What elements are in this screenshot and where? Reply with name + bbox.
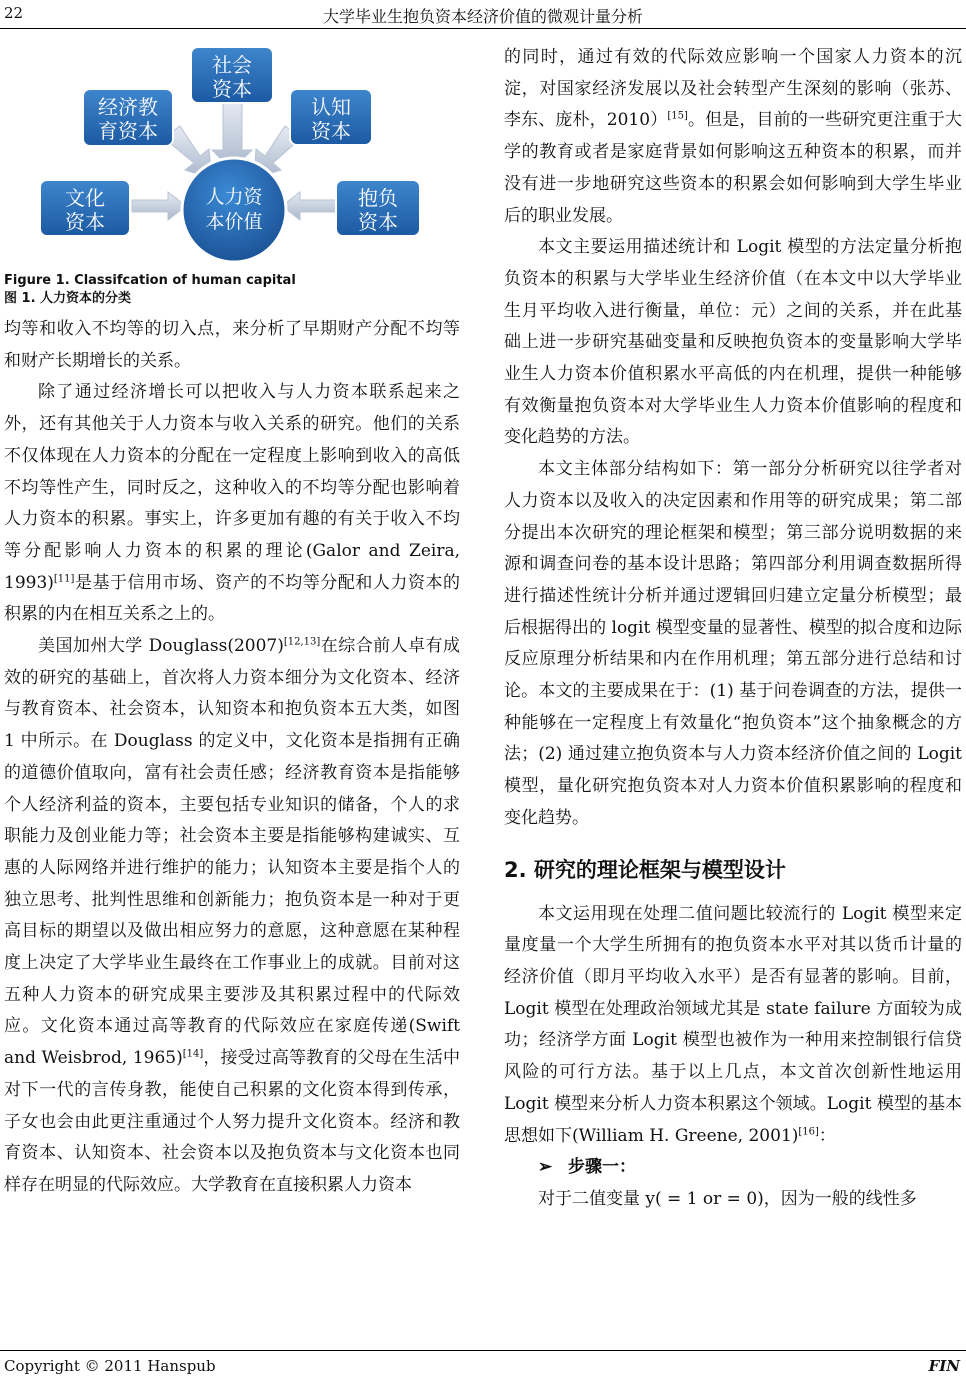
journal-abbrev: FIN bbox=[928, 1357, 960, 1375]
paragraph-text: 本文主体部分结构如下：第一部分分析研究以往学者对人力资本以及收入的决定因素和作用等的研究成果；第二部分提出本次研究的理论框架和模型；第三部分说明数据的来源和调查问卷的基本设计思路；第四部分利用调查数据所得进行描述性统计分析并通过逻辑回归建立定量分析模型；最后根据得出的 logit 模型变量的显著性、模型的拟合度和边际反应原理分析结果和内在作用机理；第五部分进行总结和讨论。本文的主要成果在于：(1) 基于问卷调查的方法，提供一种能够在一定程度上有效量化“抱负资本”这个抽象概念的方法；(2) 通过建立抱负资本与人力资本经济价值之间的 Logit 模型，量化研究抱负资本对人力资本价值积累影响的程度和变化趋势。 bbox=[504, 459, 962, 828]
figure-1 bbox=[4, 42, 460, 268]
node-label: 资本 bbox=[212, 77, 252, 101]
center-label-line1: 人力资 bbox=[205, 186, 263, 208]
citation-ref: [14] bbox=[182, 1048, 204, 1060]
section-heading: 2. 研究的理论框架与模型设计 bbox=[504, 857, 786, 882]
arrow-right bbox=[282, 192, 336, 220]
paragraph bbox=[4, 631, 460, 1202]
node-label: 资本 bbox=[65, 210, 105, 234]
node-label: 文化 bbox=[65, 186, 105, 210]
paragraph-text: 。但是，目前的一些研究更注重于大学的教育或者是家庭背景如何影响这五种资本的积累，而并没有进一步地研究这些资本的积累会如何影响到大学生毕业后的职业发展。 bbox=[504, 110, 963, 226]
header-rule bbox=[0, 28, 966, 29]
node-label: 经济教 bbox=[98, 95, 158, 119]
paragraph-text: 的同时，通过有效的代际效应影响一个国家人力资本的沉淀，对国家经济发展以及社会转型产生深刻的影响（张苏、李东、庞朴，2010） bbox=[504, 47, 962, 131]
node-label: 资本 bbox=[358, 210, 398, 234]
step-heading bbox=[504, 1152, 962, 1184]
paragraph-text: 除了通过经济增长可以把收入与人力资本联系起来之外，还有其他关于人力资本与收入关系的研究。他们的关系不仅体现在人力资本的分配在一定程度上影响到收入的高低不均等性产生，同时反之，这种收入的不均等分配也影响着人力资本的积累。事实上，许多更加有趣的有关于收入不均等分配影响人力资本的积累的理论(Galor and Zeira, 1993) bbox=[4, 382, 460, 593]
copyright: Copyright © 2011 Hanspub bbox=[4, 1357, 216, 1375]
figure-caption bbox=[4, 272, 460, 308]
paragraph-text: 是基于信用市场、资产的不均等分配和人力资本的积累的内在相互关系之上的。 bbox=[4, 572, 460, 625]
paragraph bbox=[504, 899, 962, 1153]
center-label-line2: 本价值 bbox=[205, 211, 263, 233]
footer-rule bbox=[0, 1350, 966, 1351]
paragraph bbox=[504, 232, 962, 454]
paragraph-text: 在综合前人卓有成效的研究的基础上，首次将人力资本细分为文化资本、经济与教育资本、社会资本，认知资本和抱负资本五大类，如图 1 中所示。在 Douglass 的定义中，文化资本是指拥有正确的道德价值取向，富有社会责任感；经济教育资本是指能够个人经济利益的资本，主要包括专业知识的储备，个人的求职能力及创业能力等；社会资本主要是指能够构建诚实、互惠的人际网络并进行维护的能力；认知资本主要是指个人的独立思考、批判性思维和创新能力；抱负资本是一种对于更高目标的期望以及做出相应努力的意愿，这种意愿在某种程度上决定了大学毕业生最终在工作事业上的成就。目前对这五种人力资本的研究成果主要涉及其积累过程中的代际效应。文化资本通过高等教育的代际效应在家庭传递(Swift and Weisbrod, 1965) bbox=[4, 636, 460, 1069]
paragraph-text: 本文运用现在处理二值问题比较流行的 Logit 模型来定量度量一个大学生所拥有的抱负资本水平对其以货币计量的经济价值（即月平均收入水平）是否有显著的影响。目前，Logit 模型在处理政治领域尤其是 state failure 方面较为成功；经济学方面 Logit 模型也被作为一种用来控制银行信贷风险的可行方法。基于以上几点，本文首次创新性地运用 Logit 模型来分析人力资本积累这个领域。Logit 模型的基本思想如下(William H. Greene, 2001) bbox=[504, 903, 962, 1146]
node-label: 认知 bbox=[311, 95, 351, 119]
paragraph bbox=[4, 314, 460, 377]
paragraph-text: 均等和收入不均等的切入点，来分析了早期财产分配不均等和财产长期增长的关系。 bbox=[4, 319, 460, 371]
paragraph bbox=[504, 42, 962, 232]
left-column bbox=[4, 42, 460, 1202]
step-label: 步骤一： bbox=[568, 1157, 636, 1178]
paragraph-text: 对于二值变量 y( = 1 or = 0)，因为一般的线性多 bbox=[538, 1188, 917, 1209]
arrow-left bbox=[132, 192, 186, 220]
citation-ref: [16] bbox=[798, 1125, 819, 1137]
paragraph-text: ： bbox=[818, 1125, 836, 1146]
paragraph bbox=[504, 454, 962, 834]
paragraph-text: 美国加州大学 Douglass(2007) bbox=[38, 636, 284, 657]
arrow-bullet-icon: ➢ bbox=[538, 1157, 553, 1178]
citation-ref: [12,13] bbox=[283, 636, 321, 648]
page-number: 22 bbox=[4, 4, 24, 22]
paragraph-text: ，接受过高等教育的父母在生活中对下一代的言传身教，能使自己积累的文化资本得到传承，子女也会由此更注重通过个人努力提升文化资本。经济和教育资本、认知资本、社会资本以及抱负资本与文化资本也同样存在明显的代际效应。大学教育在直接积累人力资本 bbox=[4, 1048, 461, 1195]
citation-ref: [11] bbox=[53, 572, 75, 584]
citation-ref: [15] bbox=[667, 110, 688, 122]
caption-english: Figure 1. Classifcation of human capital bbox=[4, 273, 296, 288]
caption-chinese: 图 1. 人力资本的分类 bbox=[4, 291, 132, 306]
figure-1-diagram bbox=[4, 42, 460, 268]
node-label: 资本 bbox=[311, 119, 351, 143]
running-title: 大学毕业生抱负资本经济价值的微观计量分析 bbox=[322, 7, 643, 26]
center-circle bbox=[182, 158, 286, 262]
paragraph bbox=[4, 377, 460, 631]
paragraph-text: 本文主要运用描述统计和 Logit 模型的方法定量分析抱负资本的积累与大学毕业生经济价值（在本文中以大学毕业生月平均收入进行衡量，单位：元）之间的关系，并在此基础上进一步研究基础变量和反映抱负资本的变量影响大学毕业生人力资本价值积累水平高低的内在机理，提供一种能够有效衡量抱负资本对大学毕业生人力资本价值影响的程度和变化趋势的方法。 bbox=[504, 237, 962, 448]
node-label: 抱负 bbox=[358, 186, 398, 210]
right-column bbox=[504, 42, 962, 1216]
node-label: 育资本 bbox=[98, 119, 158, 143]
paragraph bbox=[504, 1184, 962, 1216]
node-label: 社会 bbox=[212, 53, 252, 77]
